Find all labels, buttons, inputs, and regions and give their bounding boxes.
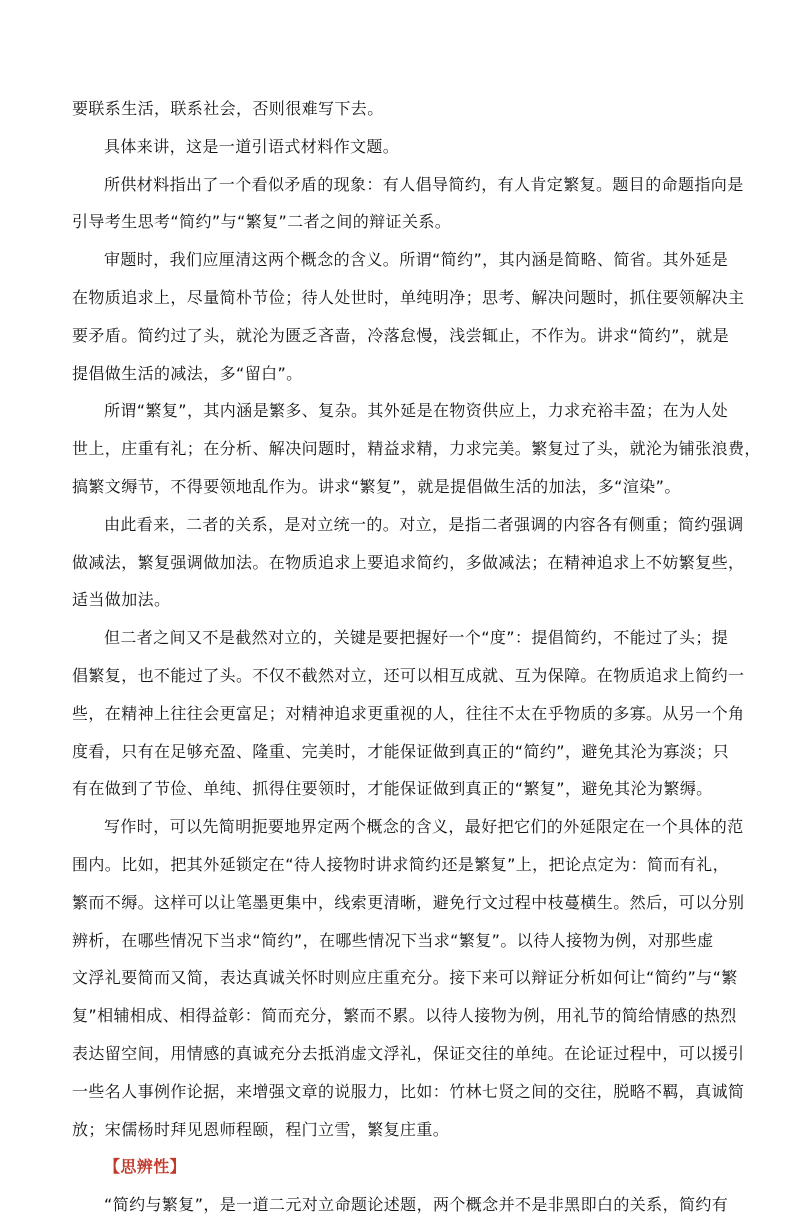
paragraph-line: 辨析，在哪些情况下当求“简约”，在哪些情况下当求“繁复”。以待人接物为例，对那些虚: [72, 930, 714, 950]
paragraph-line: 提倡做生活的减法，多“留白”。: [72, 363, 303, 383]
paragraph-line: 些，在精神上往往会更富足；对精神追求更重视的人，往往不太在乎物质的多寡。从另一个角: [72, 703, 745, 723]
paragraph-line: 审题时，我们应厘清这两个概念的含义。所谓“简约”，其内涵是简略、简省。其外延是: [104, 250, 729, 270]
paragraph-line: 但二者之间又不是截然对立的，关键是要把握好一个“度”：提倡简约，不能过了头；提: [104, 628, 729, 648]
paragraph-line: 一些名人事例作论据，来增强文章的说服力，比如：竹林七贤之间的交往，脱略不羁，真诚简: [72, 1081, 745, 1101]
paragraph-line: 在物质追求上，尽量简朴节俭；待人处世时，单纯明净；思考、解决问题时，抓住要领解决主: [72, 287, 745, 307]
paragraph-line: 要矛盾。简约过了头，就沦为匮乏吝啬，冷落怠慢，浅尝辄止，不作为。讲求“简约”，就是: [72, 325, 729, 345]
paragraph-line: 所供材料指出了一个看似矛盾的现象：有人倡导简约，有人肯定繁复。题目的命题指向是: [104, 174, 744, 194]
section-heading: [72, 1148, 728, 1186]
paragraph-line: 具体来讲，这是一道引语式材料作文题。: [104, 136, 400, 156]
paragraph-line: 做减法，繁复强调做加法。在物质追求上要追求简约，多做减法；在精神追求上不妨繁复些，: [72, 552, 745, 572]
text-lines: [72, 90, 761, 1148]
paragraph-line: “简约与繁复”，是一道二元对立命题论述题，两个概念并不是非黑即白的关系，简约有: [104, 1195, 729, 1215]
paragraph-line: 度看，只有在足够充盈、隆重、完美时，才能保证做到真正的“简约”，避免其沦为寡淡；只: [72, 741, 729, 761]
paragraph-line: 所谓“繁复”，其内涵是繁多、复杂。其外延是在物资供应上，力求充裕丰盈；在为人处: [104, 401, 729, 421]
paragraph-line: 适当做加法。: [72, 590, 171, 610]
paragraph-line: 写作时，可以先简明扼要地界定两个概念的含义，最好把它们的外延限定在一个具体的范: [104, 817, 744, 837]
paragraph-line: 文浮礼要简而又简，表达真诚关怀时则应庄重充分。接下来可以辩证分析如何让“简约”与“繁: [72, 968, 738, 988]
paragraph-line: 搞繁文缛节，不得要领地乱作为。讲求“繁复”，就是提倡做生活的加法，多“渲染”。: [72, 476, 681, 496]
paragraph-line: 有在做到了节俭、单纯、抓得住要领时，才能保证做到真正的“繁复”，避免其沦为繁缛。: [72, 779, 713, 799]
paragraph-line: 引导考生思考“简约”与“繁复”二者之间的辩证关系。: [72, 212, 452, 232]
document-body: [72, 90, 761, 1224]
paragraph-line: 由此看来，二者的关系，是对立统一的。对立，是指二者强调的内容各有侧重；简约强调: [104, 514, 744, 534]
paragraph-line: 倡繁复，也不能过了头。不仅不截然对立，还可以相互成就、互为保障。在物质追求上简约一: [72, 665, 745, 685]
paragraph-line: 繁而不缛。这样可以让笔墨更集中，线索更清晰，避免行文过程中枝蔓横生。然后，可以分别: [72, 892, 745, 912]
section-label: 【思辨性】: [104, 1157, 187, 1177]
paragraph-line: 表达留空间，用情感的真诚充分去抵消虚文浮礼，保证交往的单纯。在论证过程中，可以援引: [72, 1043, 745, 1063]
paragraph-line: 放；宋儒杨时拜见恩师程颐，程门立雪，繁复庄重。: [72, 1119, 450, 1139]
paragraph-line: 要联系生活，联系社会，否则很难写下去。: [72, 99, 384, 118]
paragraph-line: 围内。比如，把其外延锁定在“待人接物时讲求简约还是繁复”上，把论点定为：简而有礼，: [72, 854, 729, 874]
paragraph-line: 世上，庄重有礼；在分析、解决问题时，精益求精，力求完美。繁复过了头，就沦为铺张浪费，: [72, 439, 761, 459]
paragraph-line: 复”相辅相成、相得益彰：简而充分，繁而不累。以待人接物为例，用礼节的简给情感的热烈: [72, 1006, 737, 1026]
